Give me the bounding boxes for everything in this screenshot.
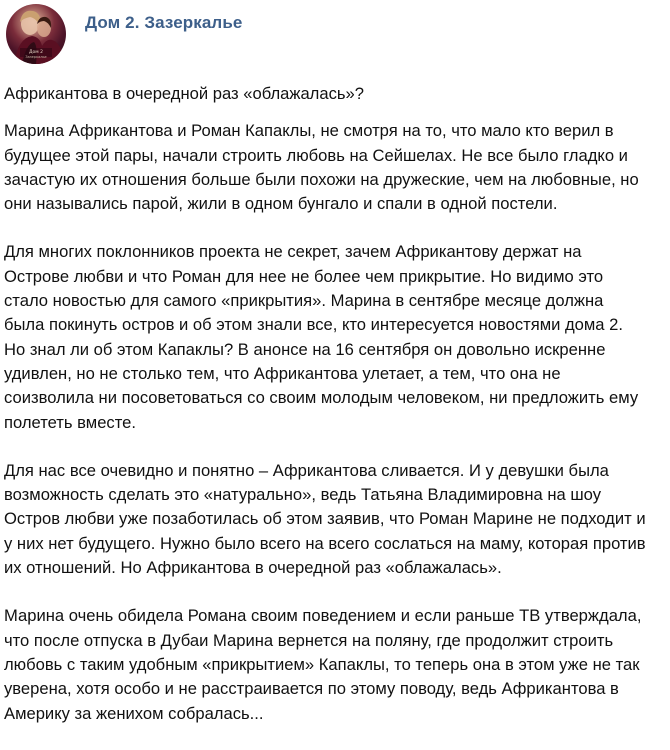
paragraph-line: Марина очень обидела Романа своим поведением и если раньше ТВ утверждала,: [4, 606, 642, 626]
svg-text:Дом 2: Дом 2: [29, 50, 43, 55]
post-paragraphs: [4, 119, 668, 726]
paragraph-line: зачастую их отношения больше были похожи на дружеские, чем на любовные, но: [4, 169, 639, 189]
paragraph-line: будущее этой пары, начали строить любовь на Сейшелах. Не все было гладко и: [4, 145, 628, 165]
paragraph-line: полететь вместе.: [4, 412, 136, 432]
post-paragraph: [4, 459, 668, 580]
svg-text:Зазеркалье: Зазеркалье: [25, 55, 47, 59]
paragraph-line: у них нет будущего. Нужно было всего на всего сослаться на маму, которая против: [4, 533, 646, 553]
paragraph-line: уверена, хотя особо и не расстраивается по этому поводу, ведь Африкантова в: [4, 679, 619, 699]
paragraph-line: стало новостью для самого «прикрытия». Марина в сентябре месяце должна: [4, 291, 604, 311]
channel-name-link[interactable]: Дом 2. Зазеркалье: [85, 13, 243, 32]
paragraph-line: Америку за женихом собралась...: [4, 703, 264, 723]
post-paragraph: [4, 604, 668, 725]
paragraph-line: Марина Африкантова и Роман Капаклы, не смотря на то, что мало кто верил в: [4, 121, 614, 141]
paragraph-line: удивлен, но не столько тем, что Африкантова улетает, а тем, что она не: [4, 363, 561, 383]
post-header: [0, 0, 670, 72]
post-paragraph: [4, 119, 668, 216]
paragraph-line: Остров любви уже позаботилась об этом заявив, что Роман Марине не подходит и: [4, 509, 646, 529]
paragraph-line: любовь с таким удобным «прикрытием» Капаклы, то теперь она в этом уже не так: [4, 654, 640, 674]
post-paragraph: [4, 240, 668, 434]
channel-avatar[interactable]: [6, 4, 66, 64]
paragraph-line: что после отпуска в Дубаи Марина вернется на поляну, где продолжит строить: [4, 630, 614, 650]
post-body: [4, 82, 668, 750]
paragraph-line: соизволила ни посоветоваться со своим молодым человеком, ни предложить ему: [4, 388, 639, 408]
channel-avatar-image: [6, 4, 66, 64]
paragraph-line: была покинуть остров и об этом знали все, кто интересуется новостями дома 2.: [4, 315, 623, 335]
paragraph-line: Для нас все очевидно и понятно – Африкантова сливается. И у девушки была: [4, 460, 609, 480]
paragraph-line: Острове любви и что Роман для нее не более чем прикрытие. Но видимо это: [4, 266, 604, 286]
paragraph-line: они назывались парой, жили в одном бунгало и спали в одной постели.: [4, 194, 558, 214]
paragraph-line: возможность сделать это «натурально», ведь Татьяна Владимировна на шоу: [4, 485, 602, 505]
paragraph-line: их отношений. Но Африкантова в очередной раз «облажалась».: [4, 558, 502, 578]
paragraph-line: Для многих поклонников проекта не секрет, зачем Африкантову держат на: [4, 242, 582, 262]
post-title: Африкантова в очередной раз «облажалась»?: [4, 84, 364, 103]
paragraph-line: Но знал ли об этом Капаклы? В анонсе на 16 сентября он довольно искренне: [4, 339, 606, 359]
